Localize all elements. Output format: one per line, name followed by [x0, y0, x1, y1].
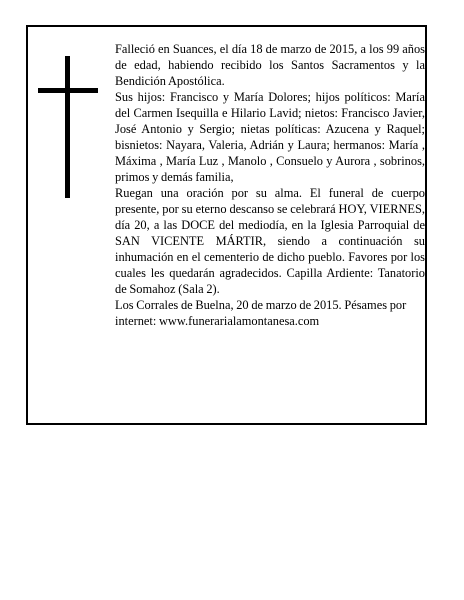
family-paragraph: Sus hijos: Francisco y María Dolores; hijos políticos: María del Carmen Isequilla e Hilario Lavid; nietos: Francisco Javier, José Antonio y Sergio; nietas políticas: Azucena y Raquel; bisnietos: Nayara, Valeria, Adrián y Laura; hermanos: María , Máxima , María Luz , Manolo , Consuelo y Aurora , sobrinos, primos y demás familia, — [115, 90, 425, 184]
latin-cross-icon — [38, 56, 98, 198]
death-announcement-paragraph: Falleció en Suances, el día 18 de marzo de 2015, a los 99 años de edad, habiendo recibido los Santos Sacramentos y la Bendición Apostólica. — [115, 42, 425, 88]
funeral-details-paragraph: Ruegan una oración por su alma. El funeral de cuerpo presente, por su eterno descanso se celebrará HOY, VIERNES, día 20, a las DOCE del mediodía, en la Iglesia Parroquial de SAN VICENTE MÁRTIR, siendo a continuación su inhumación en el cementerio de dicho pueblo. Favores por los cuales les quedarán agradecidos. Capilla Ardiente: Tanatorio de Somahoz (Sala 2). — [115, 186, 425, 296]
place-date-condolences-paragraph: Los Corrales de Buelna, 20 de marzo de 2015. Pésames por internet: www.funerarialamontanesa.com — [115, 298, 407, 328]
cross-horizontal-bar — [38, 88, 98, 93]
cross-vertical-bar — [65, 56, 70, 198]
obituary-notice — [26, 25, 427, 425]
obituary-text — [115, 41, 425, 329]
